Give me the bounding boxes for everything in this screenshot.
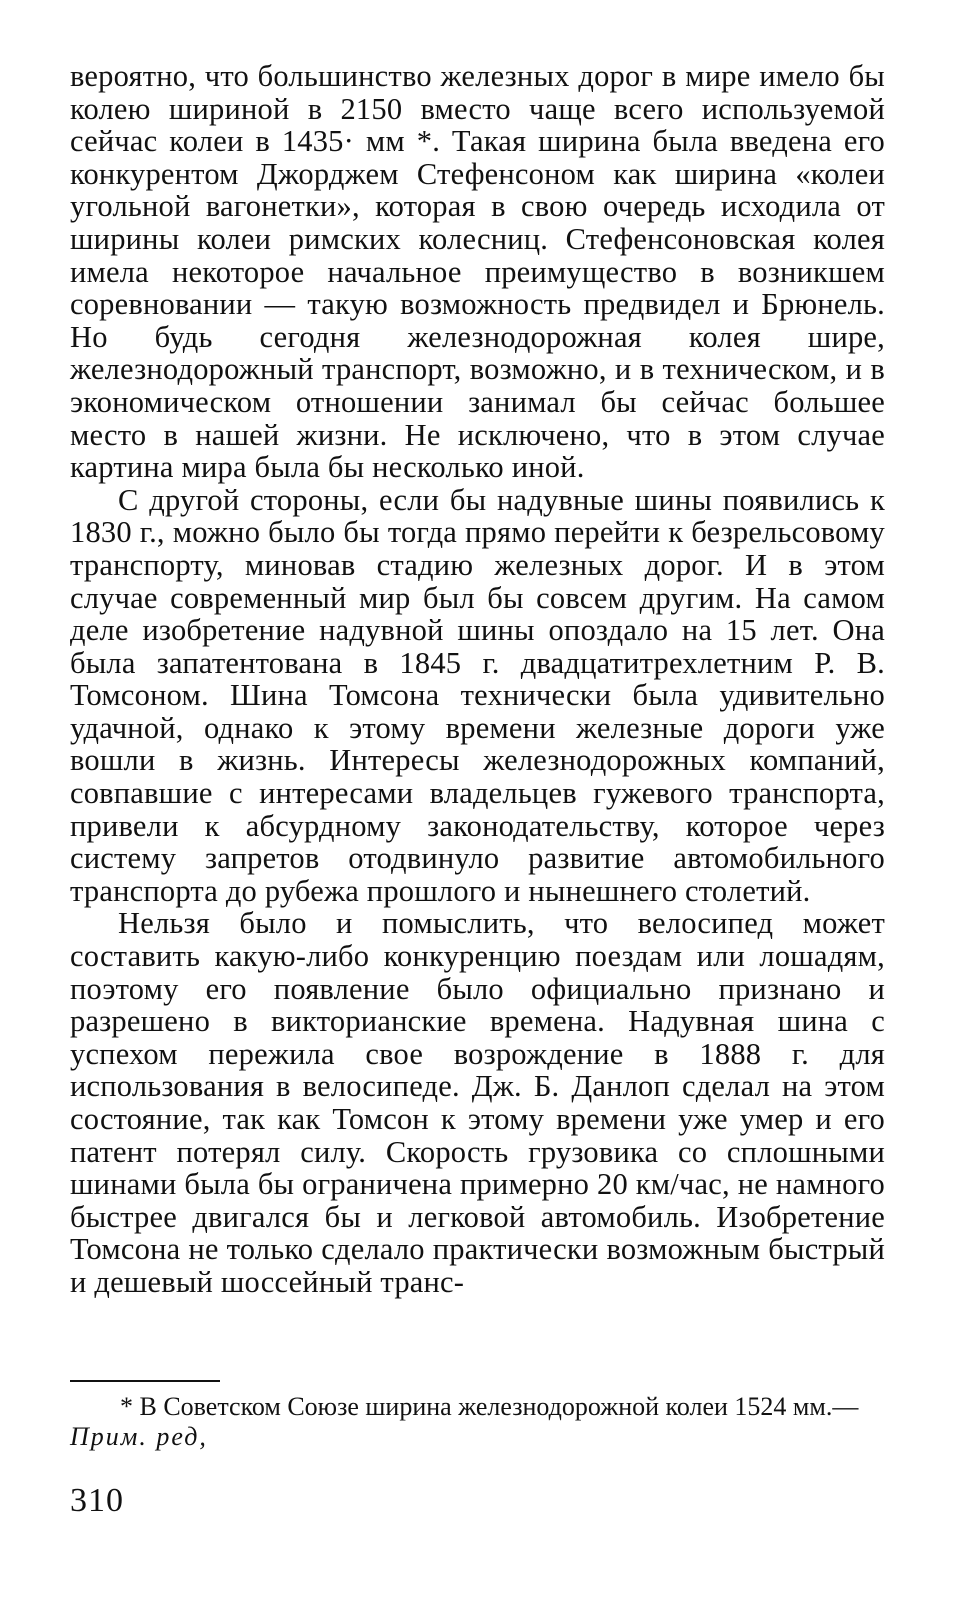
footnote-marker: * bbox=[120, 1392, 133, 1421]
footnote bbox=[70, 1392, 885, 1452]
footnote-text: В Советском Союзе ширина железнодорожной колеи 1524 мм.— bbox=[133, 1392, 859, 1421]
page-number: 310 bbox=[70, 1482, 124, 1519]
paragraph-2: С другой стороны, если бы надувные шины появились к 1830 г., можно было бы тогда прямо перейти к безрельсовому транспорту, миновав стадию железных дорог. И в этом случае современный мир был бы совсем другим. На самом деле изобретение надувной шины опоздало на 15 лет. Она была запатентована в 1845 г. двадцатитрехлетним Р. В. Томсоном. Шина Томсона технически была удивительно удачной, однако к этому времени железные дороги уже вошли в жизнь. Интересы железнодорожных компаний, совпавшие с интересами владельцев гужевого транспорта, привели к абсурдному законодательству, которое через систему запретов отодвинуло развитие автомобильного транспорта до рубежа прошлого и нынешнего столетий. bbox=[70, 482, 885, 908]
footnote-editor-note: Прим. ред, bbox=[70, 1422, 208, 1451]
page-body bbox=[70, 60, 885, 1299]
paragraph-3: Нельзя было и помыслить, что велосипед может составить какую-либо конкуренцию поездам или лошадям, поэтому его появление было официально признано и разрешено в викторианские времена. Надувная шина с успехом пережила свое возрождение в 1888 г. для использования в велосипеде. Дж. Б. Данлоп сделал на этом состояние, так как Томсон к этому времени уже умер и его патент потерял силу. Скорость грузовика со сплошными шинами была бы ограничена примерно 20 км/час, не намного быстрее двигался бы и легковой автомобиль. Изобретение Томсона не только сделало практически возможным быстрый и дешевый шоссейный транс- bbox=[70, 906, 885, 1299]
paragraph-1: вероятно, что большинство железных дорог в мире имело бы колею шириной в 2150 вместо чаще всего используемой сейчас колеи в 1435· мм *. Такая ширина была введена его конкурентом Джорджем Стефенсоном как ширина «колеи угольной вагонетки», которая в свою очередь исходила от ширины колеи римских колесниц. Стефенсоновская колея имела некоторое начальное преимущество в возникшем соревновании — такую возможность предвидел и Брюнель. Но будь сегодня железнодорожная колея шире, железнодорожный транспорт, возможно, и в техническом, и в экономическом отношении занимал бы сейчас большее место в нашей жизни. Не исключено, что в этом случае картина мира была бы несколько иной. bbox=[70, 59, 885, 485]
footnote-divider bbox=[70, 1380, 220, 1382]
